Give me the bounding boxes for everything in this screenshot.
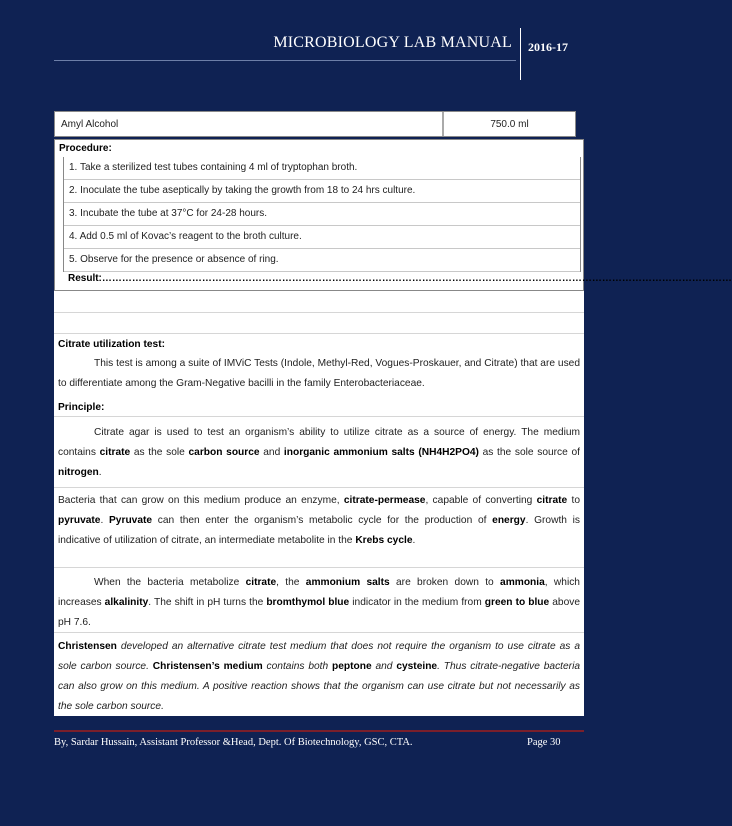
manual-year: 2016-17 [528,40,568,54]
citrate-section [54,291,584,716]
principle-paragraph-3: When the bacteria metabolize citrate, the ammonium salts are broken down to ammonia, which increases alkalinity. The shift in pH turns the bromthymol blue indicator in the medium from green to blue above pH 7.6. [58,577,581,628]
citrate-intro: This test is among a suite of IMViC Tests (Indole, Methyl-Red, Vogues-Proskauer, and Citrate) that are used to differentiate among the Gram-Negative bacilli in the family Enterobacteriaceae. [58,358,580,389]
procedure-section [54,139,732,291]
divider [54,486,584,488]
header-divider [520,28,521,80]
header-rule [54,60,516,61]
christensen-paragraph: Christensen developed an alternative citrate test medium that does not require the organism to use citrate as a sole carbon source. Christensen’s medium contains both peptone and cysteine. Thus citrate-negative bacteria can also grow on this medium. A positive reaction shows that the organism can use citrate but not necessarily as the sole carbon source. [58,641,580,712]
principle-paragraph-2: Bacteria that can grow on this medium produce an enzyme, citrate-permease, capable of converting citrate to pyruvate. Pyruvate can then enter the organism’s metabolic cycle for the production of energy. Growth is indicative of utilization of citrate, an intermediate metabolite in the Krebs cycle. [58,495,581,546]
procedure-step: 3. Incubate the tube at 37°C for 24-28 hours. [64,203,580,226]
principle-paragraph-1: Citrate agar is used to test an organism’s ability to utilize citrate as a source of energy. The medium contains citrate as the sole carbon source and inorganic ammonium salts (NH4H2PO4) as the sole source of nitrogen. [58,427,580,478]
reagent-name: Amyl Alcohol [61,119,119,130]
divider [54,566,584,568]
divider [54,415,584,417]
manual-title: MICROBIOLOGY LAB MANUAL [273,34,512,51]
principle-heading: Principle: [58,402,105,413]
procedure-step: 5. Observe for the presence or absence of ring. [64,249,580,272]
blank-row [54,291,584,313]
footer-rule [54,730,584,732]
citrate-heading: Citrate utilization test: [58,339,165,350]
reagent-table-row [54,111,576,137]
page-number: Page 30 [527,737,561,748]
procedure-steps [63,157,581,272]
procedure-step: 1. Take a sterilized test tubes containing 4 ml of tryptophan broth. [64,157,580,180]
procedure-step: 4. Add 0.5 ml of Kovac’s reagent to the broth culture. [64,226,580,249]
footer-author: By, Sardar Hussain, Assistant Professor &Head, Dept. Of Biotechnology, GSC, CTA. [54,737,413,748]
blank-row [54,312,584,334]
procedure-heading: Procedure: [59,143,112,154]
divider [54,631,584,633]
procedure-step: 2. Inoculate the tube aseptically by taking the growth from 18 to 24 hrs culture. [64,180,580,203]
result-line: Result:……………………………………………………………………………………………………………………………………………………………………… [68,273,732,284]
reagent-amount: 750.0 ml [490,119,529,130]
